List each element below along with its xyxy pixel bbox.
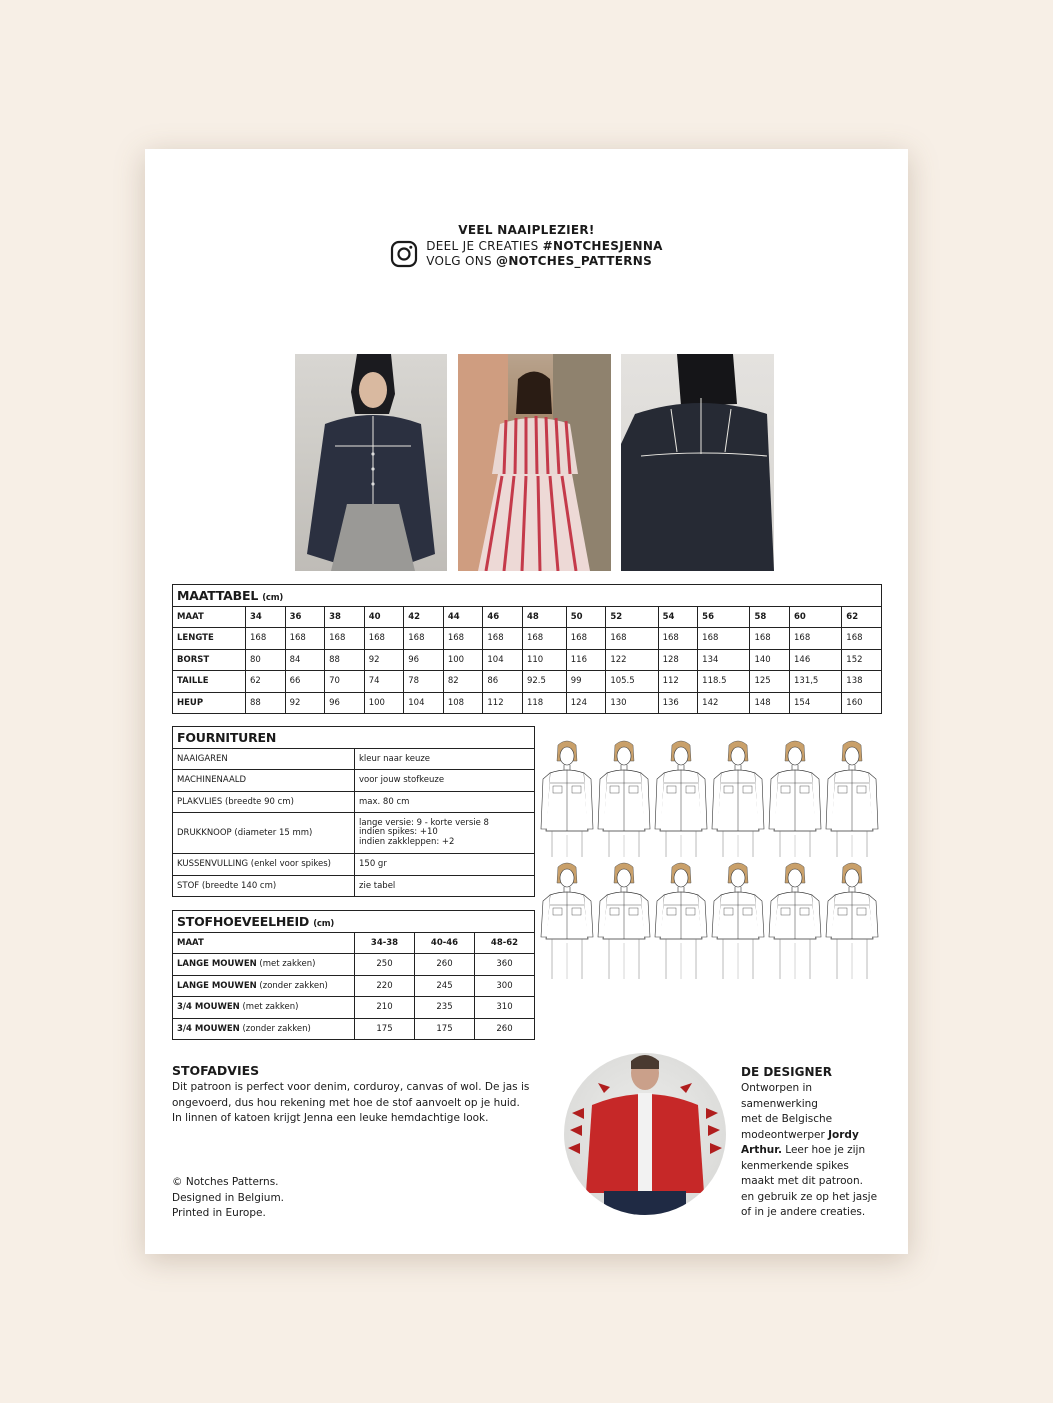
fabric-row-label [173,954,355,976]
size-cell: 78 [404,671,444,693]
size-cell: 131,5 [790,671,842,693]
jacket-sketch [825,739,879,857]
advice-line: In linnen of katoen krijgt Jenna een leuke hemdachtige look. [172,1112,489,1124]
size-row [173,692,882,714]
size-cell: 62 [246,671,286,693]
size-cell: 168 [364,628,404,650]
designer-bio [741,1081,889,1221]
size-cell: 122 [606,649,658,671]
size-row-label: TAILLE [173,671,246,693]
fabric-value: 250 [355,954,415,976]
fabric-advice-title: STOFADVIES [172,1063,260,1078]
pattern-sheet [145,149,908,1254]
size-chart-title-text: MAATTABEL [177,587,259,603]
size-cell: 100 [443,649,483,671]
size-row-label: BORST [173,649,246,671]
size-row [173,628,882,650]
designer-name: Arthur. [741,1144,782,1156]
jacket-sketch [711,861,765,979]
size-cell: 168 [658,628,698,650]
size-cell: 168 [483,628,523,650]
fabric-row-label-rest: (met zakken) [256,959,316,970]
size-cell: 138 [842,671,882,693]
size-row-label: HEUP [173,692,246,714]
fabric-value: 175 [355,1018,415,1040]
size-cell: 82 [443,671,483,693]
size-cell: 140 [750,649,790,671]
fabric-row-label [173,1018,355,1040]
size-row [173,649,882,671]
size-cell: 56 [698,606,750,628]
designer-section [741,1065,889,1221]
supplies-row [173,770,535,792]
size-cell: 108 [443,692,483,714]
size-cell: 112 [483,692,523,714]
size-cell: 118.5 [698,671,750,693]
fabric-value: 360 [475,954,535,976]
photo-back-denim [621,354,774,571]
size-cell: 34 [246,606,286,628]
bio-line [741,1143,889,1159]
size-row-label: MAAT [173,606,246,628]
size-cell: 54 [658,606,698,628]
size-cell: 168 [443,628,483,650]
size-cell: 66 [285,671,325,693]
photo-front-denim [295,354,447,571]
size-chart [172,584,882,714]
supplies-row [173,748,535,770]
jacket-sketch [711,739,765,857]
size-cell: 36 [285,606,325,628]
supply-value-line: lange versie: 9 - korte versie 8 [359,817,489,828]
share-header [145,223,908,272]
size-cell: 74 [364,671,404,693]
size-cell: 60 [790,606,842,628]
fabric-value: 260 [475,1018,535,1040]
fabric-advice [172,1063,542,1127]
size-cell: 38 [325,606,365,628]
fabric-quantity-table [172,910,535,1040]
jacket-sketch [825,861,879,979]
fabric-value: 175 [415,1018,475,1040]
size-cell: 88 [246,692,286,714]
size-cell: 80 [246,649,286,671]
size-chart-rows [173,606,882,714]
fabric-value: 260 [415,954,475,976]
size-cell: 146 [790,649,842,671]
fabric-advice-text [172,1080,542,1127]
bio-line: en gebruik ze op het jasje [741,1190,878,1203]
fabric-row-label-bold: 3/4 MOUWEN [177,1002,240,1013]
fabric-row-label [173,975,355,997]
credits-line: Printed in Europe. [172,1207,266,1219]
advice-line: Dit patroon is perfect voor denim, corduroy, canvas of wol. De jas is [172,1081,530,1093]
size-cell: 152 [842,649,882,671]
bio-text: modeontwerper [741,1128,829,1141]
supply-value: zie tabel [355,875,535,897]
advice-line: ongevoerd, dus hou rekening met hoe de stof aanvoelt op je huid. [172,1096,520,1109]
size-cell: 134 [698,649,750,671]
supply-value-line: indien zakkleppen: +2 [359,836,455,847]
size-cell: 96 [404,649,444,671]
size-cell: 168 [750,628,790,650]
size-cell: 168 [566,628,606,650]
social-lines [426,239,663,269]
size-cell: 168 [698,628,750,650]
bio-line: kenmerkende spikes [741,1159,849,1172]
size-cell: 118 [522,692,566,714]
fabric-value: 210 [355,997,415,1019]
social-block [390,239,663,269]
size-cell: 42 [404,606,444,628]
size-chart-unit: (cm) [262,592,284,603]
jacket-sketch [540,861,594,979]
credits-line: © Notches Patterns. [172,1176,279,1188]
header-title: VEEL NAAIPLEZIER! [458,223,595,237]
fabric-value: 245 [415,975,475,997]
size-cell: 125 [750,671,790,693]
size-cell: 92 [364,649,404,671]
supplies-table [172,726,535,897]
size-chart-title [173,585,882,607]
size-cell: 142 [698,692,750,714]
fabric-header-cell: 48-62 [475,932,535,954]
fabric-row-label-bold: LANGE MOUWEN [177,980,257,991]
size-cell: 105.5 [606,671,658,693]
size-cell: 168 [522,628,566,650]
size-cell: 130 [606,692,658,714]
instagram-handle: @NOTCHES_PATTERNS [496,254,653,268]
supply-item: KUSSENVULLING (enkel voor spikes) [173,854,355,876]
size-row [173,606,882,628]
jacket-sketch [768,861,822,979]
bio-line [741,1128,889,1144]
fabric-value: 300 [475,975,535,997]
size-cell: 62 [842,606,882,628]
supply-item: DRUKKNOOP (diameter 15 mm) [173,813,355,854]
supplies-row [173,875,535,897]
supplies-row [173,813,535,854]
photo-striped-model [458,354,611,571]
fabric-row [173,954,535,976]
size-cell: 99 [566,671,606,693]
size-cell: 160 [842,692,882,714]
size-cell: 84 [285,649,325,671]
fabric-row [173,1018,535,1040]
supplies-title: FOURNITUREN [173,727,535,749]
size-row-label: LENGTE [173,628,246,650]
supplies-row [173,791,535,813]
supply-item: MACHINENAALD [173,770,355,792]
size-cell: 168 [246,628,286,650]
supply-value-line: indien spikes: +10 [359,827,438,838]
fabric-row-label-rest: (zonder zakken) [239,1023,311,1034]
fabric-row-label-bold: LANGE MOUWEN [177,959,257,970]
jacket-sketch [540,739,594,857]
fabric-row [173,975,535,997]
jacket-sketch [654,861,708,979]
bio-text: Leer hoe je zijn [781,1144,866,1156]
size-cell: 168 [790,628,842,650]
jacket-sketch [597,861,651,979]
fabric-header-row [173,932,535,954]
supply-value: 150 gr [355,854,535,876]
bio-line: Ontworpen in [741,1082,813,1094]
size-cell: 128 [658,649,698,671]
jacket-sketch [597,739,651,857]
size-cell: 92.5 [522,671,566,693]
size-cell: 88 [325,649,365,671]
size-cell: 168 [325,628,365,650]
size-cell: 154 [790,692,842,714]
size-cell: 104 [404,692,444,714]
size-cell: 110 [522,649,566,671]
fabric-header-cell: 40-46 [415,932,475,954]
bio-line: of in je andere creaties. [741,1206,866,1218]
size-cell: 48 [522,606,566,628]
jacket-sketch [768,739,822,857]
size-cell: 40 [364,606,404,628]
supply-value: kleur naar keuze [355,748,535,770]
supplies-row [173,854,535,876]
supply-value-multiline [355,813,535,854]
fabric-header-cell: 34-38 [355,932,415,954]
supply-value: max. 80 cm [355,791,535,813]
size-cell: 104 [483,649,523,671]
designer-photo [564,1053,726,1215]
size-cell: 168 [285,628,325,650]
follow-prefix: VOLG ONS [426,254,497,268]
fabric-header-cell: MAAT [173,932,355,954]
follow-line [426,254,663,269]
designer-name: Jordy [828,1128,859,1141]
fabric-value: 235 [415,997,475,1019]
credits [172,1175,284,1222]
size-cell: 92 [285,692,325,714]
size-cell: 70 [325,671,365,693]
bio-line: maakt met dit patroon. [741,1175,863,1187]
fabric-row-label-rest: (met zakken) [239,1002,299,1013]
size-cell: 136 [658,692,698,714]
instagram-icon [390,240,418,268]
hashtag-prefix: DEEL JE CREATIES [426,239,543,253]
jacket-sketch [654,739,708,857]
size-cell: 124 [566,692,606,714]
fabric-row [173,997,535,1019]
supply-item: PLAKVLIES (breedte 90 cm) [173,791,355,813]
size-cell: 46 [483,606,523,628]
bio-line: met de Belgische [741,1113,833,1125]
size-row [173,671,882,693]
size-cell: 100 [364,692,404,714]
supply-item: STOF (breedte 140 cm) [173,875,355,897]
size-cell: 116 [566,649,606,671]
size-cell: 86 [483,671,523,693]
size-cell: 112 [658,671,698,693]
size-cell: 96 [325,692,365,714]
size-cell: 168 [606,628,658,650]
fabric-unit: (cm) [313,918,335,929]
designer-title: DE DESIGNER [741,1065,832,1079]
size-cell: 52 [606,606,658,628]
hashtag-line [426,239,663,254]
fabric-value: 310 [475,997,535,1019]
size-cell: 148 [750,692,790,714]
size-cell: 168 [842,628,882,650]
size-cell: 168 [404,628,444,650]
fabric-row-label-bold: 3/4 MOUWEN [177,1023,240,1034]
supply-value: voor jouw stofkeuze [355,770,535,792]
fabric-title [173,911,535,933]
credits-line: Designed in Belgium. [172,1191,285,1204]
fabric-row-label [173,997,355,1019]
fabric-row-label-rest: (zonder zakken) [256,980,328,991]
bio-line: samenwerking [741,1097,818,1110]
hashtag: #NOTCHESJENNA [542,239,663,253]
size-cell: 44 [443,606,483,628]
fabric-title-text: STOFHOEVEELHEID [177,913,310,929]
technical-sketches [540,739,885,979]
size-cell: 50 [566,606,606,628]
size-cell: 58 [750,606,790,628]
fabric-value: 220 [355,975,415,997]
supply-item: NAAIGAREN [173,748,355,770]
